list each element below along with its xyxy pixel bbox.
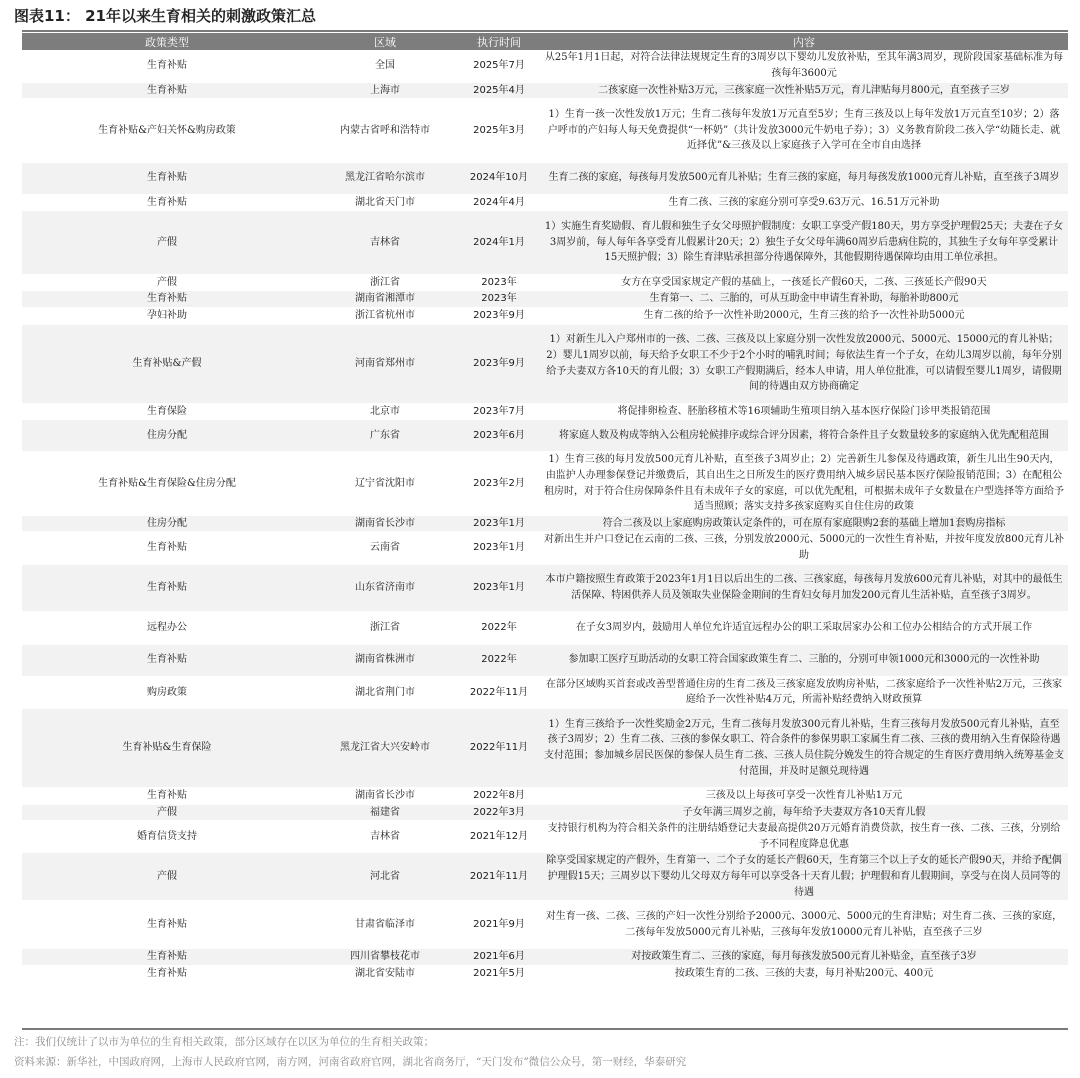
table-row — [22, 901, 1068, 949]
date-cell: 2025年7月 — [458, 50, 540, 82]
region-cell: 山东省济南市 — [312, 564, 458, 612]
table-row — [22, 99, 1068, 162]
content-cell: 生育二孩、三孩的家庭分别可享受9.63万元、16.51万元补助 — [540, 194, 1068, 211]
region-cell: 湖北省安陆市 — [312, 965, 458, 982]
table-row — [22, 324, 1068, 403]
header-content: 内容 — [540, 33, 1068, 50]
content-cell: 二孩家庭一次性补贴3万元，三孩家庭一次性补贴5万元，育儿津贴每月800元，直至孩子三岁 — [540, 82, 1068, 99]
content-cell: 按政策生育的二孩、三孩的夫妻，每月补贴200元、400元 — [540, 965, 1068, 982]
date-cell: 2024年1月 — [458, 211, 540, 274]
region-cell: 湖南省长沙市 — [312, 515, 458, 532]
region-cell: 云南省 — [312, 532, 458, 564]
region-cell: 福建省 — [312, 804, 458, 821]
content-cell: 1）生育三孩给予一次性奖励金2万元，生育二孩每月发放300元育儿补贴，生育三孩每月发放500元育儿补贴，直至孩子3周岁；2）生育二孩、三孩的参保女职工、符合条件的参保男职工家属生育二孩、三孩的费用纳入生育保险待遇支付范围；参加城乡居民医保的参保人员生育二孩、三孩人员住院分娩发生的符合规定的生育医疗费用纳入统筹基金支付范围，并及时足额兑现待遇 — [540, 708, 1068, 787]
policy-type-cell: 产假 — [22, 804, 312, 821]
date-cell: 2021年11月 — [458, 853, 540, 901]
date-cell: 2023年 — [458, 291, 540, 308]
policy-type-cell: 生育补贴 — [22, 162, 312, 194]
date-cell: 2023年9月 — [458, 324, 540, 403]
date-cell: 2022年 — [458, 644, 540, 676]
table-row — [22, 804, 1068, 821]
table-row — [22, 821, 1068, 853]
region-cell: 湖南省长沙市 — [312, 787, 458, 804]
content-cell: 符合二孩及以上家庭购房政策认定条件的，可在原有家庭限购2套的基础上增加1套购房指标 — [540, 515, 1068, 532]
region-cell: 河南省郑州市 — [312, 324, 458, 403]
content-cell: 将家庭人数及构成等纳入公租房轮候排序或综合评分因素，将符合条件且子女数量较多的家庭纳入优先配租范围 — [540, 420, 1068, 452]
date-cell: 2023年6月 — [458, 420, 540, 452]
source-note: 资料来源：新华社，中国政府网，上海市人民政府官网，南方网，河南省政府官网，湖北省商务厅，“天门发布”微信公众号，第一财经，华泰研究 — [14, 1056, 687, 1068]
content-cell: 对按政策生育二、三孩的家庭，每月每孩发放500元育儿补贴金，直至孩子3岁 — [540, 948, 1068, 965]
policy-type-cell: 产假 — [22, 274, 312, 291]
table-row — [22, 420, 1068, 452]
region-cell: 全国 — [312, 50, 458, 82]
region-cell: 四川省攀枝花市 — [312, 948, 458, 965]
policy-type-cell: 远程办公 — [22, 612, 312, 644]
table-row — [22, 787, 1068, 804]
date-cell: 2024年4月 — [458, 194, 540, 211]
region-cell: 湖南省湘潭市 — [312, 291, 458, 308]
region-cell: 河北省 — [312, 853, 458, 901]
table-row — [22, 564, 1068, 612]
table-body — [22, 50, 1068, 982]
table-row — [22, 274, 1068, 291]
policy-type-cell: 生育保险 — [22, 403, 312, 420]
region-cell: 甘肃省临泽市 — [312, 901, 458, 949]
content-cell: 从25年1月1日起，对符合法律法规规定生育的3周岁以下婴幼儿发放补贴，至其年满3周岁，现阶段国家基础标准为每孩每年3600元 — [540, 50, 1068, 82]
policy-type-cell: 孕妇补助 — [22, 308, 312, 325]
table-row — [22, 403, 1068, 420]
region-cell: 浙江省杭州市 — [312, 308, 458, 325]
date-cell: 2023年7月 — [458, 403, 540, 420]
table-row — [22, 612, 1068, 644]
table-row — [22, 644, 1068, 676]
table-row — [22, 211, 1068, 274]
region-cell: 内蒙古省呼和浩特市 — [312, 99, 458, 162]
content-cell: 生育二孩的给予一次性补助2000元，生育三孩的给予一次性补助5000元 — [540, 308, 1068, 325]
table-row — [22, 708, 1068, 787]
region-cell: 上海市 — [312, 82, 458, 99]
table-row — [22, 82, 1068, 99]
table-row — [22, 515, 1068, 532]
table-row — [22, 948, 1068, 965]
policy-type-cell: 生育补贴&生育保险&住房分配 — [22, 452, 312, 515]
content-cell: 参加职工医疗互助活动的女职工符合国家政策生育二、三胎的，分别可申领1000元和3000元的一次性补助 — [540, 644, 1068, 676]
bottom-rule — [22, 1028, 1068, 1030]
table-row — [22, 965, 1068, 982]
region-cell: 湖北省天门市 — [312, 194, 458, 211]
title-rule — [22, 30, 1068, 32]
region-cell: 黑龙江省哈尔滨市 — [312, 162, 458, 194]
table-row — [22, 162, 1068, 194]
date-cell: 2023年 — [458, 274, 540, 291]
date-cell: 2022年 — [458, 612, 540, 644]
content-cell: 生育第一、二、三胎的，可从互助金中申请生育补助，每胎补助800元 — [540, 291, 1068, 308]
table-row — [22, 532, 1068, 564]
date-cell: 2025年4月 — [458, 82, 540, 99]
policy-type-cell: 生育补贴 — [22, 194, 312, 211]
header-region: 区域 — [312, 33, 458, 50]
content-cell: 女方在享受国家规定产假的基础上，一孩延长产假60天，二孩、三孩延长产假90天 — [540, 274, 1068, 291]
table-row — [22, 853, 1068, 901]
policy-type-cell: 生育补贴 — [22, 901, 312, 949]
content-cell: 三孩及以上每孩可享受一次性育儿补贴1万元 — [540, 787, 1068, 804]
policy-type-cell: 生育补贴 — [22, 787, 312, 804]
table-row — [22, 308, 1068, 325]
region-cell: 黑龙江省大兴安岭市 — [312, 708, 458, 787]
region-cell: 北京市 — [312, 403, 458, 420]
date-cell: 2021年5月 — [458, 965, 540, 982]
date-cell: 2023年1月 — [458, 532, 540, 564]
footnote: 注：我们仅统计了以市为单位的生育相关政策，部分区域存在以区为单位的生育相关政策； — [14, 1036, 434, 1048]
content-cell: 本市户籍按照生育政策于2023年1月1日以后出生的二孩、三孩家庭，每孩每月发放600元育儿补贴，对其中的最低生活保障、特困供养人员及领取失业保险金期间的生育妇女每月加发200元育儿生活补贴，直至孩子3周岁。 — [540, 564, 1068, 612]
table-row — [22, 676, 1068, 708]
content-cell: 1）生育一孩一次性发放1万元；生育二孩每年发放1万元直至5岁；生育三孩及以上每年发放1万元直至10岁；2）落户呼市的产妇每人每天免费提供“一杯奶”（共计发放3000元牛奶电子券）；3）义务教育阶段二孩入学“幼随长走、就近择优”&三孩及以上家庭孩子入学可在全市自由选择 — [540, 99, 1068, 162]
policy-type-cell: 生育补贴&产假 — [22, 324, 312, 403]
date-cell: 2022年8月 — [458, 787, 540, 804]
policy-type-cell: 生育补贴 — [22, 291, 312, 308]
table-header-row — [22, 33, 1068, 50]
date-cell: 2022年11月 — [458, 676, 540, 708]
date-cell: 2023年9月 — [458, 308, 540, 325]
date-cell: 2023年1月 — [458, 515, 540, 532]
policy-type-cell: 生育补贴 — [22, 532, 312, 564]
region-cell: 辽宁省沈阳市 — [312, 452, 458, 515]
policy-type-cell: 生育补贴 — [22, 50, 312, 82]
date-cell: 2023年1月 — [458, 564, 540, 612]
region-cell: 浙江省 — [312, 274, 458, 291]
content-cell: 1）对新生儿入户郑州市的一孩、二孩、三孩及以上家庭分别一次性发放2000元、5000元、15000元的育儿补贴；2）婴儿1周岁以前，每天给予女职工不少于2个小时的哺乳时间；每依法生育一个子女，在幼儿3周岁以前，每年分别给予夫妻双方各10天的育儿假；3）女职工产假期满后，经本人申请，用人单位批准，可以请假至婴儿1周岁，请假期间的待遇由双方协商确定 — [540, 324, 1068, 403]
policy-type-cell: 生育补贴 — [22, 564, 312, 612]
date-cell: 2025年3月 — [458, 99, 540, 162]
policy-type-cell: 生育补贴 — [22, 644, 312, 676]
region-cell: 湖南省株洲市 — [312, 644, 458, 676]
content-cell: 在部分区域购买首套或改善型普通住房的生育二孩及三孩家庭发放购房补贴，二孩家庭给予一次性补贴2万元，三孩家庭给予一次性补贴4万元，所需补贴经费纳入财政预算 — [540, 676, 1068, 708]
policy-type-cell: 产假 — [22, 211, 312, 274]
content-cell: 对生育一孩、二孩、三孩的产妇一次性分别给予2000元、3000元、5000元的生育津贴；对生育二孩、三孩的家庭，二孩每年发放5000元育儿补贴，三孩每年发放10000元育儿补贴，直至孩子三岁 — [540, 901, 1068, 949]
region-cell: 广东省 — [312, 420, 458, 452]
policy-type-cell: 生育补贴&产妇关怀&购房政策 — [22, 99, 312, 162]
policy-type-cell: 购房政策 — [22, 676, 312, 708]
date-cell: 2022年11月 — [458, 708, 540, 787]
content-cell: 1）实施生育奖励假、育儿假和独生子女父母照护假制度：女职工享受产假180天，男方享受护理假25天；夫妻在子女3周岁前，每人每年各享受育儿假累计20天；2）独生子女父母年满60周岁后患病住院的，其独生子女每年享受累计15天照护假；3）除生育津贴承担部分待遇保障外，其他假期待遇保障均由用工单位承担。 — [540, 211, 1068, 274]
content-cell: 1）生育三孩的每月发放500元育儿补贴，直至孩子3周岁止；2）完善新生儿参保及待遇政策，新生儿出生90天内，由监护人办理参保登记并缴费后，其自出生之日所发生的医疗费用纳入城乡居民基本医疗保险报销范围；3）在配租公租房时，对于符合住房保障条件且有未成年子女的家庭，可以优先配租，可根据未成年子女数量在户型选择等方面给予适当照顾；落实支持多孩家庭购买自住住房的政策 — [540, 452, 1068, 515]
header-policy-type: 政策类型 — [22, 33, 312, 50]
content-cell: 在子女3周岁内，鼓励用人单位允许适宜远程办公的职工采取居家办公和工位办公相结合的方式开展工作 — [540, 612, 1068, 644]
table-row — [22, 452, 1068, 515]
region-cell: 浙江省 — [312, 612, 458, 644]
date-cell: 2023年2月 — [458, 452, 540, 515]
policy-type-cell: 生育补贴 — [22, 965, 312, 982]
content-cell: 子女年满三周岁之前，每年给予夫妻双方各10天育儿假 — [540, 804, 1068, 821]
region-cell: 吉林省 — [312, 211, 458, 274]
policy-type-cell: 生育补贴 — [22, 82, 312, 99]
policy-type-cell: 住房分配 — [22, 515, 312, 532]
policy-type-cell: 产假 — [22, 853, 312, 901]
policy-type-cell: 生育补贴&生育保险 — [22, 708, 312, 787]
policy-table — [22, 33, 1068, 982]
policy-type-cell: 住房分配 — [22, 420, 312, 452]
date-cell: 2022年3月 — [458, 804, 540, 821]
policy-type-cell: 婚育信贷支持 — [22, 821, 312, 853]
table-row — [22, 194, 1068, 211]
content-cell: 将促排卵检查、胚胎移植术等16项辅助生殖项目纳入基本医疗保险门诊甲类报销范围 — [540, 403, 1068, 420]
table-row — [22, 50, 1068, 82]
region-cell: 吉林省 — [312, 821, 458, 853]
date-cell: 2021年6月 — [458, 948, 540, 965]
content-cell: 对新出生并户口登记在云南的二孩、三孩，分别发放2000元、5000元的一次性生育补贴，并按年度发放800元育儿补助 — [540, 532, 1068, 564]
figure-title: 图表11： 21年以来生育相关的刺激政策汇总 — [14, 7, 316, 25]
region-cell: 湖北省荆门市 — [312, 676, 458, 708]
content-cell: 除享受国家规定的产假外，生育第一、二个子女的延长产假60天，生育第三个以上子女的延长产假90天，并给予配偶护理假15天；三周岁以下婴幼儿父母双方每年可以享受各十天育儿假；护理假和育儿假期间，享受与在岗人员同等的待遇 — [540, 853, 1068, 901]
content-cell: 支持银行机构为符合相关条件的注册结婚登记夫妻最高提供20万元婚育消费贷款，按生育一孩、二孩、三孩，分别给予不同程度降息优惠 — [540, 821, 1068, 853]
date-cell: 2021年12月 — [458, 821, 540, 853]
policy-type-cell: 生育补贴 — [22, 948, 312, 965]
date-cell: 2021年9月 — [458, 901, 540, 949]
header-date: 执行时间 — [458, 33, 540, 50]
content-cell: 生育二孩的家庭，每孩每月发放500元育儿补贴；生育三孩的家庭，每月每孩发放1000元育儿补贴，直至孩子3周岁 — [540, 162, 1068, 194]
table-row — [22, 291, 1068, 308]
date-cell: 2024年10月 — [458, 162, 540, 194]
